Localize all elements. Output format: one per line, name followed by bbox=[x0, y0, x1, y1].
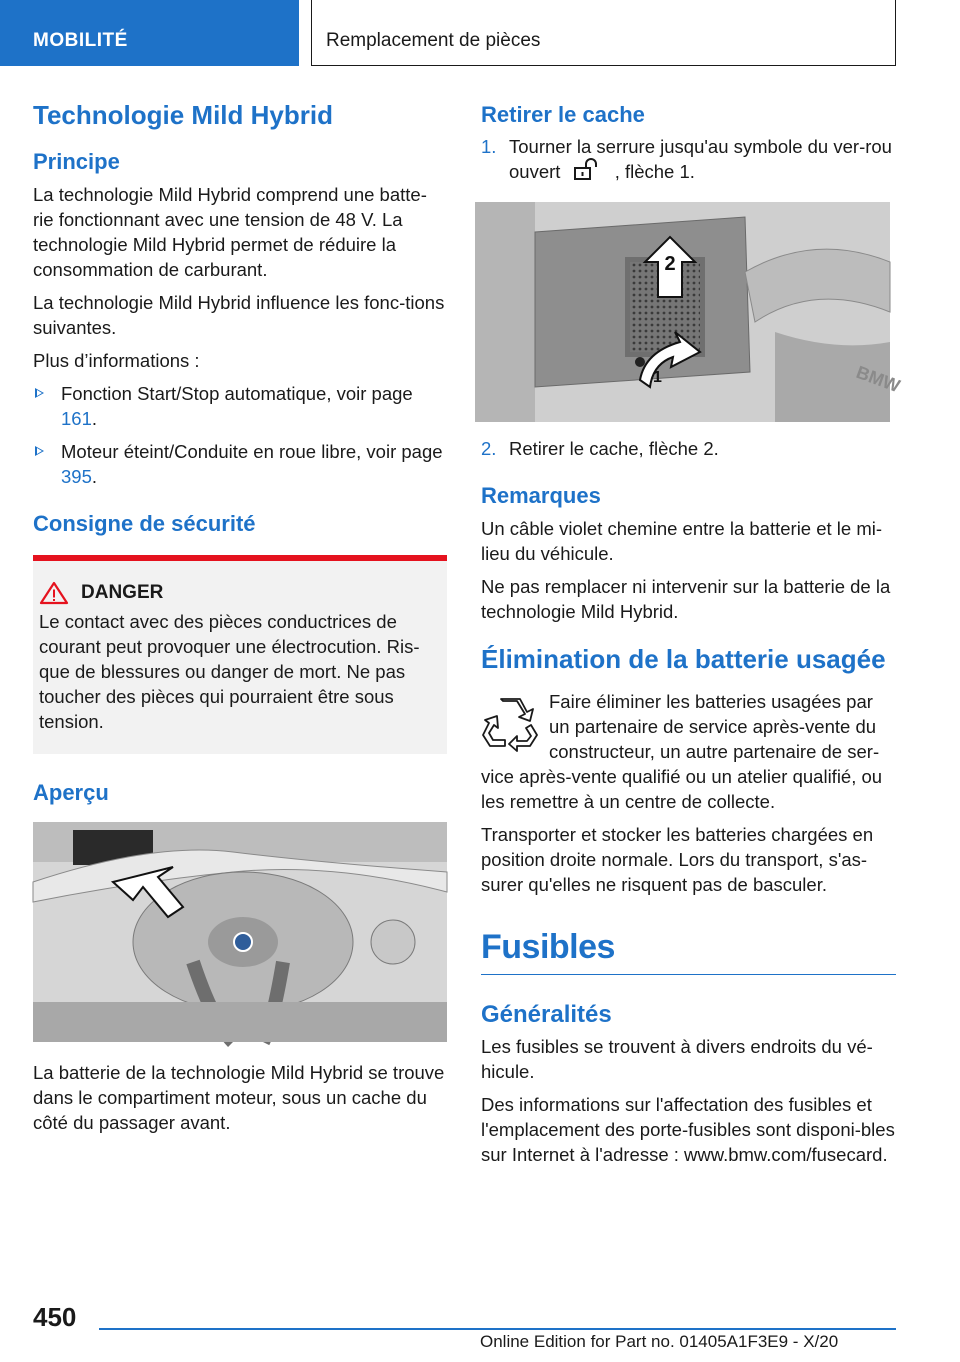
brand-lettering: BMW bbox=[853, 362, 903, 397]
fusibles-heading-block bbox=[481, 927, 896, 975]
generalites-paragraph-1: Les fusibles se trouvent à divers endroits du vé-hicule. bbox=[481, 1035, 873, 1082]
principe-paragraph-1: La technologie Mild Hybrid comprend une batte-rie fonctionnant avec une tension de 48 V. La technologie Mild Hybrid permet de réduire la consommation de carburant. bbox=[33, 183, 427, 280]
warning-triangle-icon bbox=[39, 581, 69, 605]
elimination-paragraph-1: Faire éliminer les batteries usagées par un partenaire de service après-vente du constructeur, un autre partenaire de ser-vice après-vente qualifié ou un atelier qualifié, ou les remettre à un centre de collecte. bbox=[481, 690, 883, 812]
list-item: 2. Retirer le cache, flèche 2. bbox=[481, 438, 719, 460]
principe-paragraph-2: La technologie Mild Hybrid influence les fonc-tions suivantes. bbox=[33, 291, 445, 338]
chapter-title: Remplacement de pièces bbox=[326, 30, 541, 51]
elimination-heading: Élimination de la batterie usagée bbox=[481, 643, 886, 674]
edition-note: Online Edition for Part no. 01405A1F3E9 - X/20 bbox=[480, 1332, 839, 1351]
elimination-block bbox=[481, 689, 896, 814]
remarques-heading: Remarques bbox=[481, 483, 601, 509]
battery-cover-photo bbox=[475, 202, 903, 422]
retirer-heading: Retirer le cache bbox=[481, 102, 645, 127]
principe-heading: Principe bbox=[33, 149, 120, 175]
page-number: 450 bbox=[33, 1302, 77, 1332]
bullet-triangle-icon bbox=[35, 388, 44, 398]
generalites-paragraph-2: Des informations sur l'affectation des fusibles et l'emplacement des porte-fusibles sont disponi-bles sur Internet à l'adresse : www.bmw.com/fusecard. bbox=[481, 1093, 895, 1165]
fusibles-heading: Fusibles bbox=[481, 927, 615, 966]
page-link-161[interactable]: 161 bbox=[61, 407, 92, 429]
list-item: 1. Tourner la serrure jusqu'au symbole du ver-rou ouvert , flèche 1. bbox=[481, 136, 892, 183]
danger-box bbox=[33, 555, 447, 754]
unlock-icon bbox=[572, 159, 606, 181]
remarques-paragraph-1: Un câble violet chemine entre la batterie et le mi-lieu du véhicule. bbox=[481, 517, 883, 564]
page-title: Technologie Mild Hybrid bbox=[33, 100, 333, 130]
safety-heading: Consigne de sécurité bbox=[33, 510, 256, 536]
list-item: Fonction Start/Stop automatique, voir page 161. bbox=[33, 381, 447, 431]
elimination-paragraph-2: Transporter et stocker les batteries chargées en position droite normale. Lors du transport, s'as-surer qu'elles ne risquent pas de basculer. bbox=[481, 823, 874, 895]
apercu-heading: Aperçu bbox=[33, 779, 109, 805]
recycling-icon bbox=[481, 695, 539, 751]
arrow-label-1: 1 bbox=[653, 369, 662, 387]
danger-title: DANGER bbox=[39, 581, 441, 605]
remarques-paragraph-2: Ne pas remplacer ni intervenir sur la batterie de la technologie Mild Hybrid. bbox=[481, 575, 891, 622]
danger-text: Le contact avec des pièces conductrices de courant peut provoquer une électrocution. Ris-que de blessures ou danger de mort. Ne pas toucher des pièces qui pourraient être sous tension. bbox=[39, 610, 420, 732]
engine-bay-photo bbox=[33, 822, 447, 1042]
cover-illustration bbox=[475, 202, 903, 422]
apercu-caption: La batterie de la technologie Mild Hybrid se trouve dans le compartiment moteur, sous un cache du côté du passager avant. bbox=[33, 1062, 445, 1134]
section-title: MOBILITÉ bbox=[33, 30, 128, 51]
chapter-tab bbox=[311, 0, 896, 66]
page-link-395[interactable]: 395 bbox=[61, 465, 92, 487]
right-column bbox=[481, 102, 903, 1167]
plus-info: Plus d’informations : bbox=[33, 349, 200, 371]
generalites-heading: Généralités bbox=[481, 1000, 612, 1028]
left-column bbox=[33, 100, 447, 1135]
list-item: Moteur éteint/Conduite en roue libre, voir page 395. bbox=[33, 439, 447, 489]
section-tab bbox=[0, 0, 299, 66]
footer-divider bbox=[99, 1328, 896, 1330]
arrow-label-2: 2 bbox=[664, 253, 676, 276]
bullet-triangle-icon bbox=[35, 446, 44, 456]
engine-illustration bbox=[33, 822, 447, 1042]
